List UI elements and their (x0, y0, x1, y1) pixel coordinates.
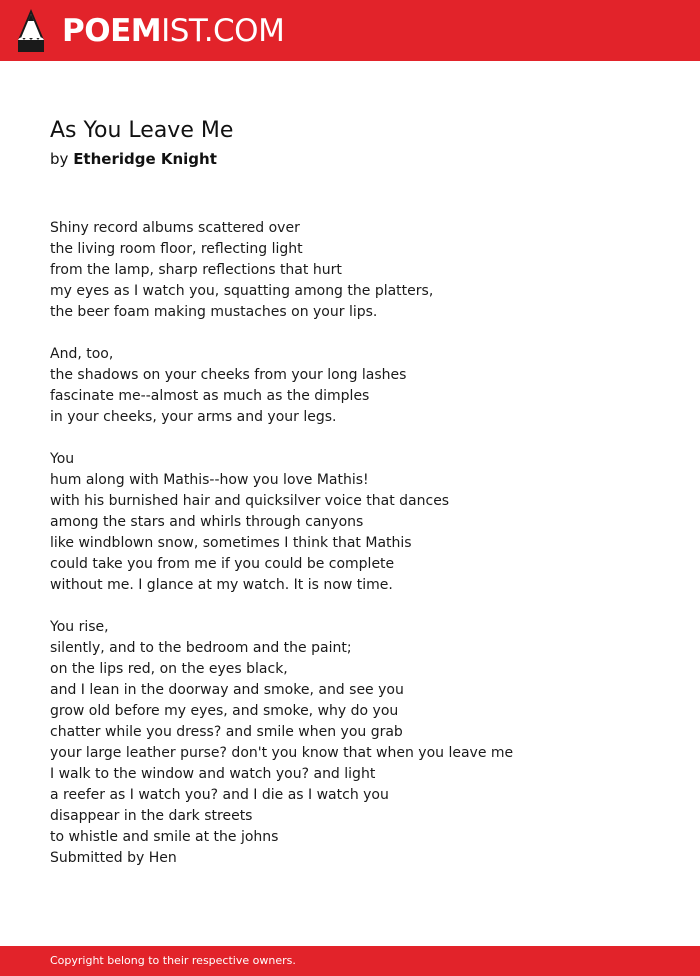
site-footer (0, 946, 700, 976)
poem-line: silently, and to the bedroom and the paint; (50, 640, 352, 656)
poem-stanza (50, 344, 670, 428)
poem-stanza (50, 449, 670, 596)
poem-line: without me. I glance at my watch. It is now time. (50, 577, 393, 593)
poem-line: a reefer as I watch you? and I die as I watch you (50, 787, 389, 803)
poem-line: Shiny record albums scattered over (50, 220, 300, 236)
poem-line: like windblown snow, sometimes I think that Mathis (50, 535, 412, 551)
poem-line: hum along with Mathis--how you love Mathis! (50, 472, 369, 488)
poem-line: the beer foam making mustaches on your lips. (50, 304, 378, 320)
poem-line: your large leather purse? don't you know that when you leave me (50, 745, 514, 761)
poem-line: on the lips red, on the eyes black, (50, 661, 288, 677)
site-logo[interactable] (62, 11, 284, 51)
poem-body (50, 218, 670, 869)
poem-line: fascinate me--almost as much as the dimples (50, 388, 370, 404)
poem-line: And, too, (50, 346, 114, 362)
poem-line: from the lamp, sharp reflections that hurt (50, 262, 342, 278)
poem-line: to whistle and smile at the johns (50, 829, 279, 845)
poem-stanza (50, 218, 670, 323)
poem-line: could take you from me if you could be complete (50, 556, 395, 572)
poem-line: disappear in the dark streets (50, 808, 253, 824)
site-header (0, 0, 700, 61)
pencil-logo-icon[interactable] (17, 9, 45, 53)
poem-title: As You Leave Me (50, 118, 234, 143)
poem-line: chatter while you dress? and smile when you grab (50, 724, 403, 740)
by-label: by (50, 150, 69, 168)
poem-line: and I lean in the doorway and smoke, and see you (50, 682, 404, 698)
copyright-text: Copyright belong to their respective owners. (50, 954, 296, 967)
poem-line: I walk to the window and watch you? and light (50, 766, 376, 782)
poem-line: the shadows on your cheeks from your long lashes (50, 367, 407, 383)
poem-line: Submitted by Hen (50, 850, 177, 866)
poem-byline (50, 148, 217, 170)
poem-line: among the stars and whirls through canyons (50, 514, 364, 530)
poem-line: You rise, (50, 619, 109, 635)
poem-line: with his burnished hair and quicksilver voice that dances (50, 493, 450, 509)
poem-stanza (50, 617, 670, 869)
poem-line: my eyes as I watch you, squatting among the platters, (50, 283, 434, 299)
poem-line: the living room floor, reflecting light (50, 241, 303, 257)
author-name: Etheridge Knight (73, 150, 217, 168)
poem-line: in your cheeks, your arms and your legs. (50, 409, 337, 425)
logo-light-text: IST.COM (161, 13, 285, 49)
logo-bold-text: POEM (62, 13, 162, 49)
poem-line: grow old before my eyes, and smoke, why do you (50, 703, 399, 719)
poem-line: You (50, 451, 75, 467)
